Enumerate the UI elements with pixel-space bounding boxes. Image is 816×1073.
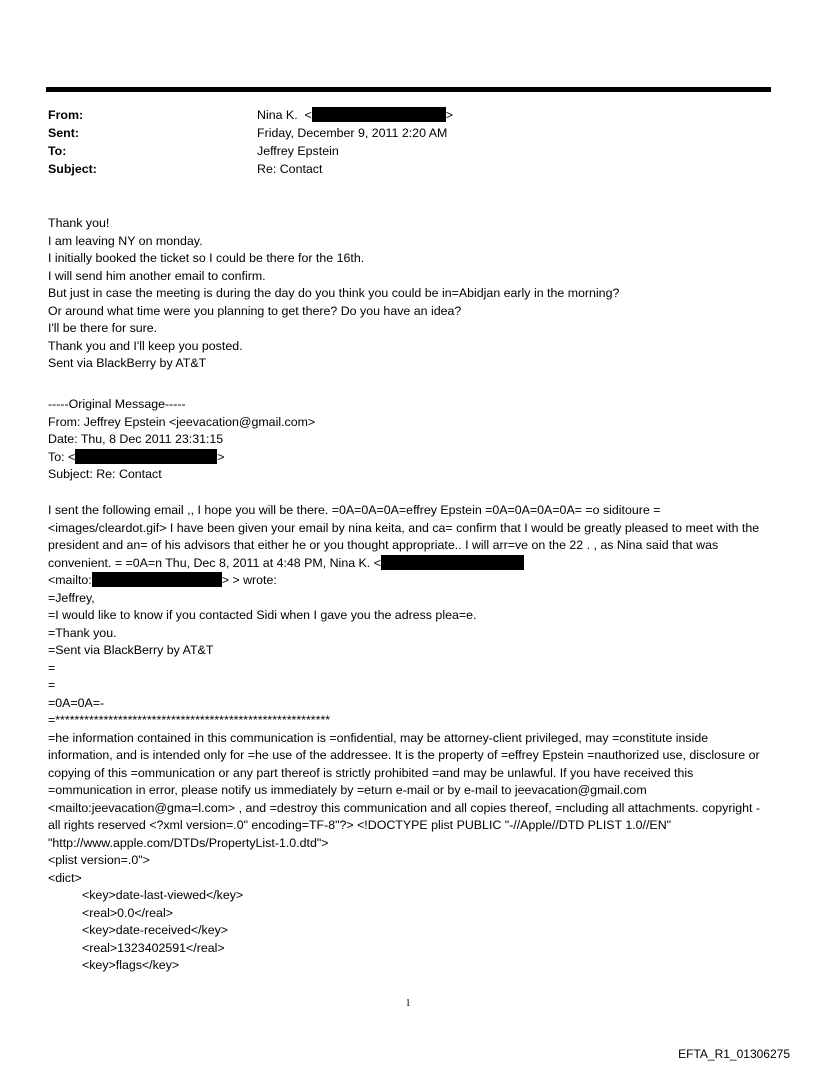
sent-row <box>48 125 768 143</box>
reply-line: I'll be there for sure. <box>48 321 158 335</box>
reply-body <box>48 215 768 373</box>
dict-line: <key>flags</key> <box>82 958 180 972</box>
reply-line: Sent via BlackBerry by AT&T <box>48 356 207 370</box>
sent-value: Friday, December 9, 2011 2:20 AM <box>257 126 448 140</box>
reply-line: Or around what time were you planning to get there? Do you have an idea? <box>48 303 462 318</box>
subject-label: Subject: <box>48 162 97 176</box>
original-to <box>48 449 768 467</box>
to-label: To: <box>48 144 67 158</box>
quoted-line: = <box>48 678 56 692</box>
mailto-prefix: <mailto: <box>48 573 92 587</box>
from-bracket-open: < <box>304 108 312 122</box>
quoted-line: =0A=0A=- <box>48 695 105 710</box>
subject-value: Re: Contact <box>257 162 323 176</box>
body-paragraph-text: I sent the following email ,, I hope you will be there. =0A=0A=0A=effrey Epstein =0A=0A=0A=0A= =o siditoure = <images/cleardot.gif> I have been given your email by nina keita, and ca= confirm that I would be greatly pleased to meet with the president and an= of his advisors that either he or you thought appropriate.. I will arr=ve on the 22 . , as Nina said that was convenient. = =0A=n Thu, Dec 8, 2011 at 4:48 PM, Nina K. < <box>48 503 760 570</box>
body-paragraph <box>48 502 768 572</box>
to-value: Jeffrey Epstein <box>257 144 339 158</box>
dict-line: <real>1323402591</real> <box>82 940 225 955</box>
email-header <box>48 107 768 179</box>
original-message-header <box>48 396 768 484</box>
dict-line: <real>0.0</real> <box>82 905 173 920</box>
from-value <box>257 107 453 125</box>
redaction-box <box>312 107 446 122</box>
subject-row <box>48 161 768 179</box>
redaction-box <box>75 449 217 464</box>
quoted-line: =Jeffrey, <box>48 590 95 605</box>
original-from: From: Jeffrey Epstein <jeevacation@gmail.com> <box>48 414 316 429</box>
disclaimer-paragraph: =he information contained in this communication is =onfidential, may be attorney-client privileged, may =constitute inside information, and is intended only for =he use of the addressee. It is the property of =effrey Epstein =nauthorized use, disclosure or copying of this =ommunication or any part thereof is strictly prohibited =and may be unlawful. If you have received this =ommunication in error, please notify us immediately by =eturn e-mail or by e-mail to jeevacation@gmail.com <mailto:jeevacation@gma=l.com> , and =destroy this communication and all copies thereof, =ncluding all attachments. copyright -all rights reserved <?xml version=.0" encoding=TF-8"?> <!DOCTYPE plist PUBLIC "-//Apple//DTD PLIST 1.0//EN" "http://www.apple.com/DTDs/PropertyList-1.0.dtd"> <box>48 730 760 850</box>
reply-line: I initially booked the ticket so I could be there for the 16th. <box>48 251 365 265</box>
original-to-suffix: > <box>217 449 225 464</box>
reply-line: Thank you! <box>48 216 110 230</box>
quoted-line: = <box>48 660 56 675</box>
from-label: From: <box>48 108 84 122</box>
mailto-line <box>48 572 768 590</box>
to-row <box>48 143 768 161</box>
from-row <box>48 107 768 125</box>
mailto-suffix: > > wrote: <box>221 573 277 587</box>
document-stamp: EFTA_R1_01306275 <box>678 1047 790 1061</box>
from-name: Nina K. <box>257 108 298 122</box>
dict-open: <dict> <box>48 870 82 885</box>
from-bracket-close: > <box>445 108 454 122</box>
page-number: 1 <box>405 998 411 1009</box>
reply-line: Thank you and I'll keep you posted. <box>48 338 243 353</box>
original-subject: Subject: Re: Contact <box>48 467 162 481</box>
original-divider: -----Original Message----- <box>48 397 186 411</box>
dict-line: <key>date-received</key> <box>82 923 229 937</box>
redaction-box <box>381 555 524 570</box>
sent-label: Sent: <box>48 126 79 140</box>
quoted-line: =********************************************************* <box>48 713 331 727</box>
reply-line: I will send him another email to confirm. <box>48 268 266 283</box>
plist-open: <plist version=.0"> <box>48 853 150 867</box>
quoted-line: =Sent via BlackBerry by AT&T <box>48 643 214 657</box>
original-to-prefix: To: < <box>48 449 76 464</box>
dict-line: <key>date-last-viewed</key> <box>82 888 244 902</box>
reply-line: But just in case the meeting is during the day do you think you could be in=Abidjan early in the morning? <box>48 286 620 300</box>
redaction-box <box>92 572 222 587</box>
reply-line: I am leaving NY on monday. <box>48 233 203 248</box>
header-rule <box>46 87 771 92</box>
original-body <box>48 502 768 975</box>
quoted-line: =I would like to know if you contacted Sidi when I gave you the adress plea=e. <box>48 608 477 622</box>
original-date: Date: Thu, 8 Dec 2011 23:31:15 <box>48 432 224 446</box>
quoted-line: =Thank you. <box>48 625 117 640</box>
